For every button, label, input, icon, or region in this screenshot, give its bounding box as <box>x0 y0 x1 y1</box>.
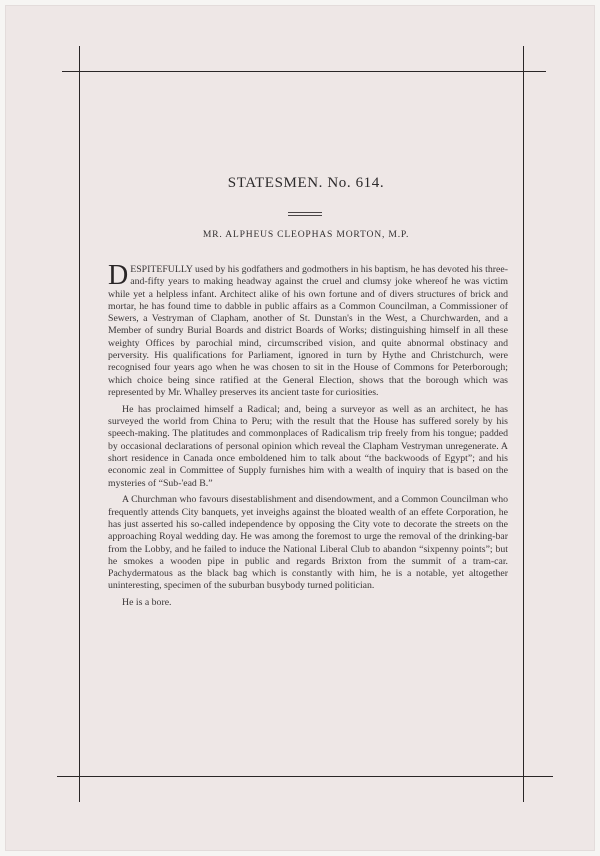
bottom-frame-rule <box>57 776 553 777</box>
paragraph-1 <box>108 260 508 399</box>
drop-cap: D <box>108 260 129 291</box>
title-divider-top <box>288 212 322 213</box>
paragraph-1-text: ESPITEFULLY used by his godfathers and godmothers in his baptism, he has devoted his three-and-fifty years to making headway against the cruel and clumsy joke whereof he was victim while yet a helpless infant. Architect alike of his own fortune and of divers structures of brick and mortar, he has found time to dabble in public affairs as a Common Councilman, a Commissioner of Sewers, a Vestryman of Clapham, another of St. Dunstan's in the West, a Churchwarden, and a Member of sundry Burial Boards and district Boards of Works; distinguishing himself in all these weighty Offices by parochial mind, circumscribed vision, and quite abnormal obstinacy and perversity. His qualifications for Parliament, ignored in turn by Hythe and Christchurch, were recognised four years ago when he was chosen to sit in the House of Commons for Peterborough; which choice being since ratified at the General Election, shows that the borough which was represented by Mr. Whalley preserves its ancient taste for curiosities. <box>108 264 508 398</box>
top-frame-rule <box>62 71 546 72</box>
paragraph-4: He is a bore. <box>122 597 172 609</box>
page-title: STATESMEN. No. 614. <box>227 175 385 191</box>
article-body <box>108 260 508 614</box>
left-frame-rule <box>79 46 80 802</box>
paragraph-2: He has proclaimed himself a Radical; and, being a surveyor as well as an architect, he has surveyed the world from China to Peru; with the result that the House has suffered sorely by his speech-making. The platitudes and commonplaces of Radicalism trip freely from his tongue; padded by occasional declarations of personal opinion which reveal the Clapham Vestryman unregenerate. A short residence in Canada once emboldened him to talk about “the backwoods of Egypt”; and his economic zeal in Committee of Supply furnishes him with a wealth of inquiry that is based on the mysteries of “Sub-'ead B.” <box>108 403 508 489</box>
right-frame-rule <box>523 46 524 802</box>
article-subject: MR. ALPHEUS CLEOPHAS MORTON, M.P. <box>202 229 410 240</box>
paragraph-3: A Churchman who favours disestablishment and disendowment, and a Common Councilman who frequently attends City banquets, yet inveighs against the bloated wealth of an effete Corporation, he has just asserted his so-called independence by opposing the City vote to decorate the streets on the approaching Royal wedding day. He was among the foremost to urge the removal of the drinking-bar from the Lobby, and he failed to induce the National Liberal Club to abandon “sixpenny points”; but he smokes a wooden pipe in public and regards Brixton from the summit of a tram-car. Pachydermatous as the black bag which is constantly with him, he is a notable, yet altogether uninteresting, specimen of the suburban busybody turned politician. <box>108 494 508 592</box>
title-divider-bottom <box>288 215 322 216</box>
